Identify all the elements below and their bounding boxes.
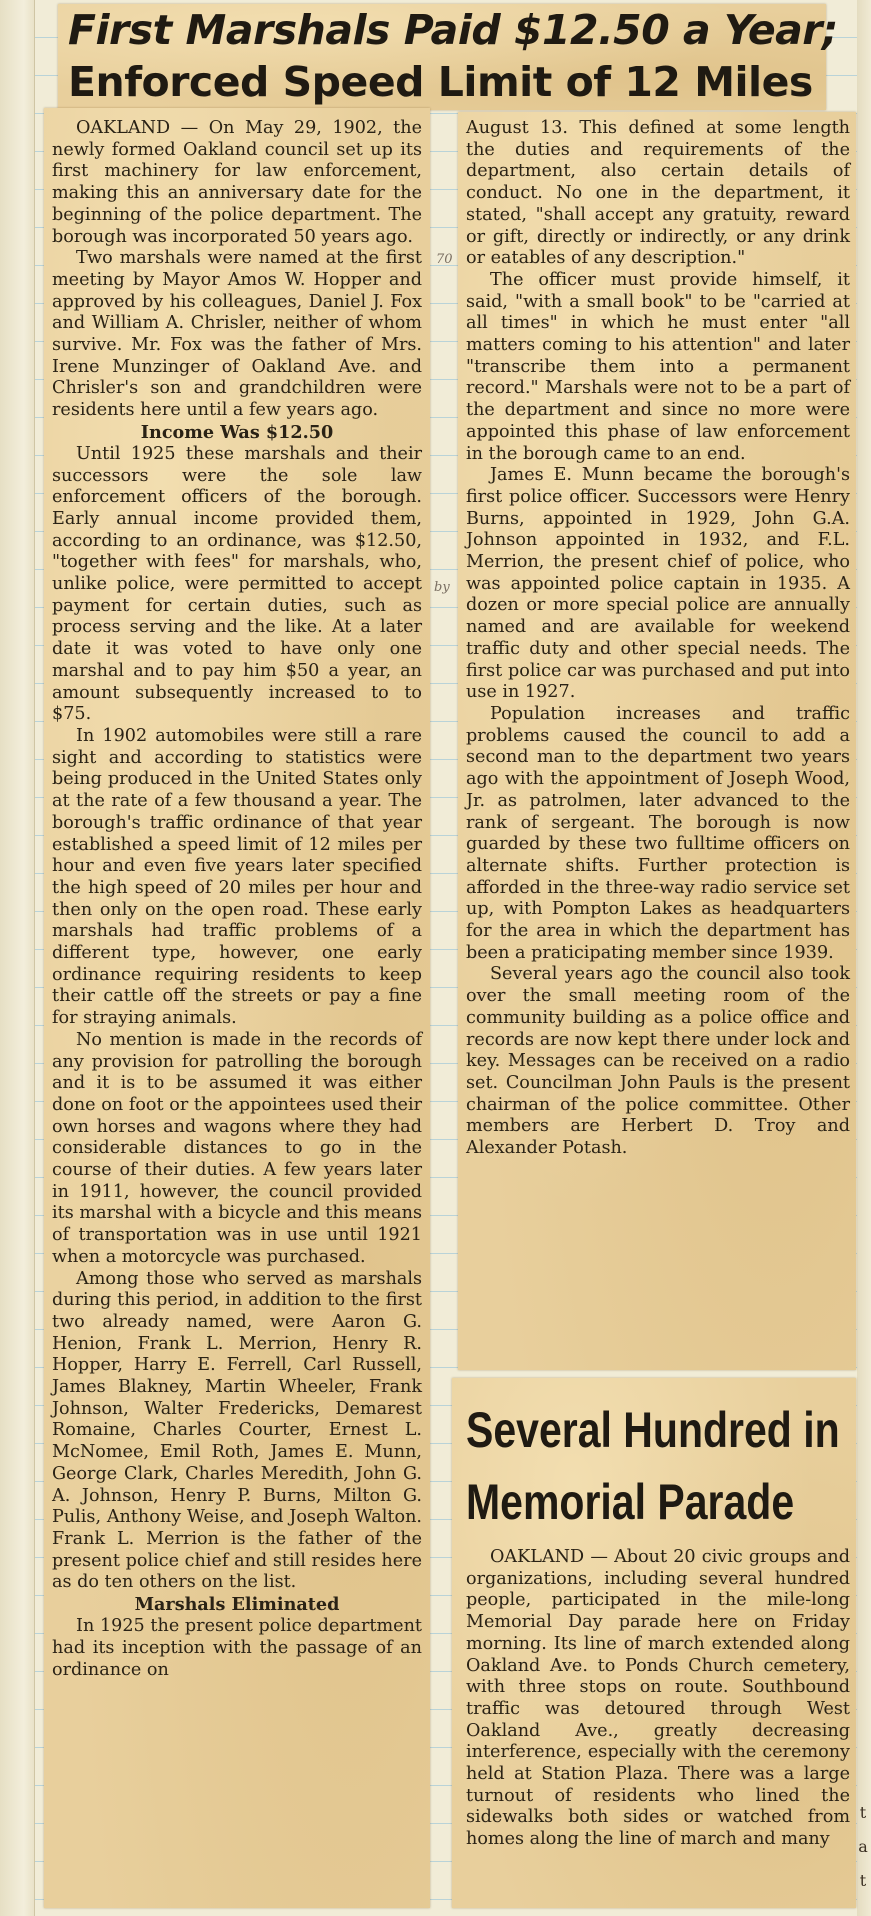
margin-note-by: by	[434, 580, 450, 595]
right-column	[466, 118, 850, 1160]
subheading-marshals-eliminated: Marshals Eliminated	[134, 1594, 340, 1616]
left-column	[52, 118, 422, 1681]
headline-line-1: First Marshals Paid $12.50 a Year;	[68, 6, 838, 54]
article-paragraph: Among those who served as marshals during this period, in addition to the first two already named, were Aaron G. Henion, Frank L. Merrion, Henry R. Hopper, Harry E. Ferrell, Carl Russell, James Blakney, Martin Wheeler, Frank Johnson, Walter Fredericks, Demarest Romaine, Charles Courter, Ernest L. McNomee, Emil Roth, James E. Munn, George Clark, Charles Meredith, John G. A. Johnson, Henry P. Burns, Milton G. Pulis, Anthony Weise, and Joseph Walton. Frank L. Merrion is the father of the present police chief and still resides here as do ten others on the list.	[52, 1268, 422, 1593]
article-paragraph: OAKLAND — On May 29, 1902, the newly formed Oakland council set up its first machinery for law enforcement, making this an anniversary date for the beginning of the police department. The borough was incorporated 50 years ago.	[52, 118, 422, 247]
page-binding-edge	[0, 0, 35, 1916]
headline-clipping	[58, 4, 838, 110]
article-paragraph: Two marshals were named at the first meeting by Mayor Amos W. Hopper and approved by his colleagues, Daniel J. Fox and William A. Chrisler, neither of whom survive. Mr. Fox was the father of Mrs. Irene Munzinger of Oakland Ave. and Chrisler's son and grandchildren were residents here until a few years ago.	[52, 248, 422, 421]
page-right-edge	[857, 0, 871, 1916]
side-letter: t	[859, 1871, 867, 1890]
article-paragraph: James E. Munn became the borough's first police officer. Successors were Henry Burns, appointed in 1929, John G.A. Johnson appointed in 1932, and F.L. Merrion, the present chief of police, who was appointed police captain in 1935. A dozen or more special police are annually named and are available for weekend traffic duty and other special needs. The first police car was purchased and put into use in 1927.	[466, 465, 850, 703]
article-paragraph: OAKLAND — About 20 civic groups and organizations, including several hundred people, participated in the mile-long Memorial Day parade here on Friday morning. Its line of march extended along Oakland Ave. to Ponds Church cemetery, with three stops on route. Southbound traffic was detoured through West Oakland Ave., greatly decreasing interference, especially with the ceremony held at Station Plaza. There was a large turnout of residents who lined the sidewalks both sides or watched from homes along the line of march and many	[466, 1547, 850, 1850]
margin-note-70: 70	[436, 252, 453, 267]
article-paragraph: In 1902 automobiles were still a rare sight and according to statistics were being produced in the United States only at the rate of a few thousand a year. The borough's traffic ordinance of that year established a speed limit of 12 miles per hour and even five years later specified the high speed of 20 miles per hour and then only on the open road. These early marshals had traffic problems of a different type, however, one early ordinance requiring residents to keep their cattle off the streets or pay a fine for straying animals.	[52, 725, 422, 1029]
second-article-headline	[466, 1394, 840, 1538]
second-headline-line-1: Several Hundred in	[466, 1402, 840, 1458]
article-paragraph: August 13. This defined at some length the duties and requirements of the department, also certain details of conduct. No one in the department, it stated, "shall accept any gratuity, reward or gift, directly or indirectly, or any drink or eatables of any description."	[466, 118, 850, 269]
subheading-income: Income Was $12.50	[140, 421, 334, 443]
side-letters	[856, 1796, 870, 1898]
article-paragraph: Population increases and traffic problems caused the council to add a second man to the department two years ago with the appointment of Joseph Wood, Jr. as patrolmen, later advanced to the rank of sergeant. The borough is now guarded by these two fulltime officers on alternate shifts. Further protection is afforded in the three-way radio service set up, with Pompton Lakes as headquarters for the area in which the department has been a praticipating member since 1939.	[466, 703, 850, 963]
article-paragraph: In 1925 the present police department had its inception with the passage of an ordinance on	[52, 1616, 422, 1680]
article-paragraph: Until 1925 these marshals and their successors were the sole law enforcement officers of the borough. Early annual income provided them, according to an ordinance, was $12.50, "together with fees" for marshals, who, unlike police, were permitted to accept payment for certain duties, such as process serving and the like. At a later date it was voted to have only one marshal and to pay him $50 a year, an amount subsequently increased to to $75.	[52, 443, 422, 725]
second-article-body	[466, 1547, 850, 1851]
side-letter: a	[858, 1837, 868, 1856]
side-letter: t	[859, 1803, 867, 1822]
second-headline-line-2: Memorial Parade	[466, 1474, 795, 1530]
article-paragraph: Several years ago the council also took over the small meeting room of the community building as a police office and records are now kept there under lock and key. Messages can be received on a radio set. Councilman John Pauls is the present chairman of the police committee. Other members are Herbert D. Troy and Alexander Potash.	[466, 964, 850, 1159]
article-paragraph: No mention is made in the records of any provision for patrolling the borough and it is to be assumed it was either done on foot or the appointees used their own horses and wagons where they had considerable distances to go in the course of their duties. A few years later in 1911, however, the council provided its marshal with a bicycle and this means of transportation was in use until 1921 when a motorcycle was purchased.	[52, 1029, 422, 1267]
headline-line-2: Enforced Speed Limit of 12 Miles	[68, 58, 813, 106]
article-paragraph: The officer must provide himself, it said, "with a small book" to be "carried at all times" in which he must enter "all matters coming to his attention" and later "transcribe them into a permanent record." Marshals were not to be a part of the department and since no more were appointed this phase of law enforcement in the borough came to an end.	[466, 269, 850, 464]
